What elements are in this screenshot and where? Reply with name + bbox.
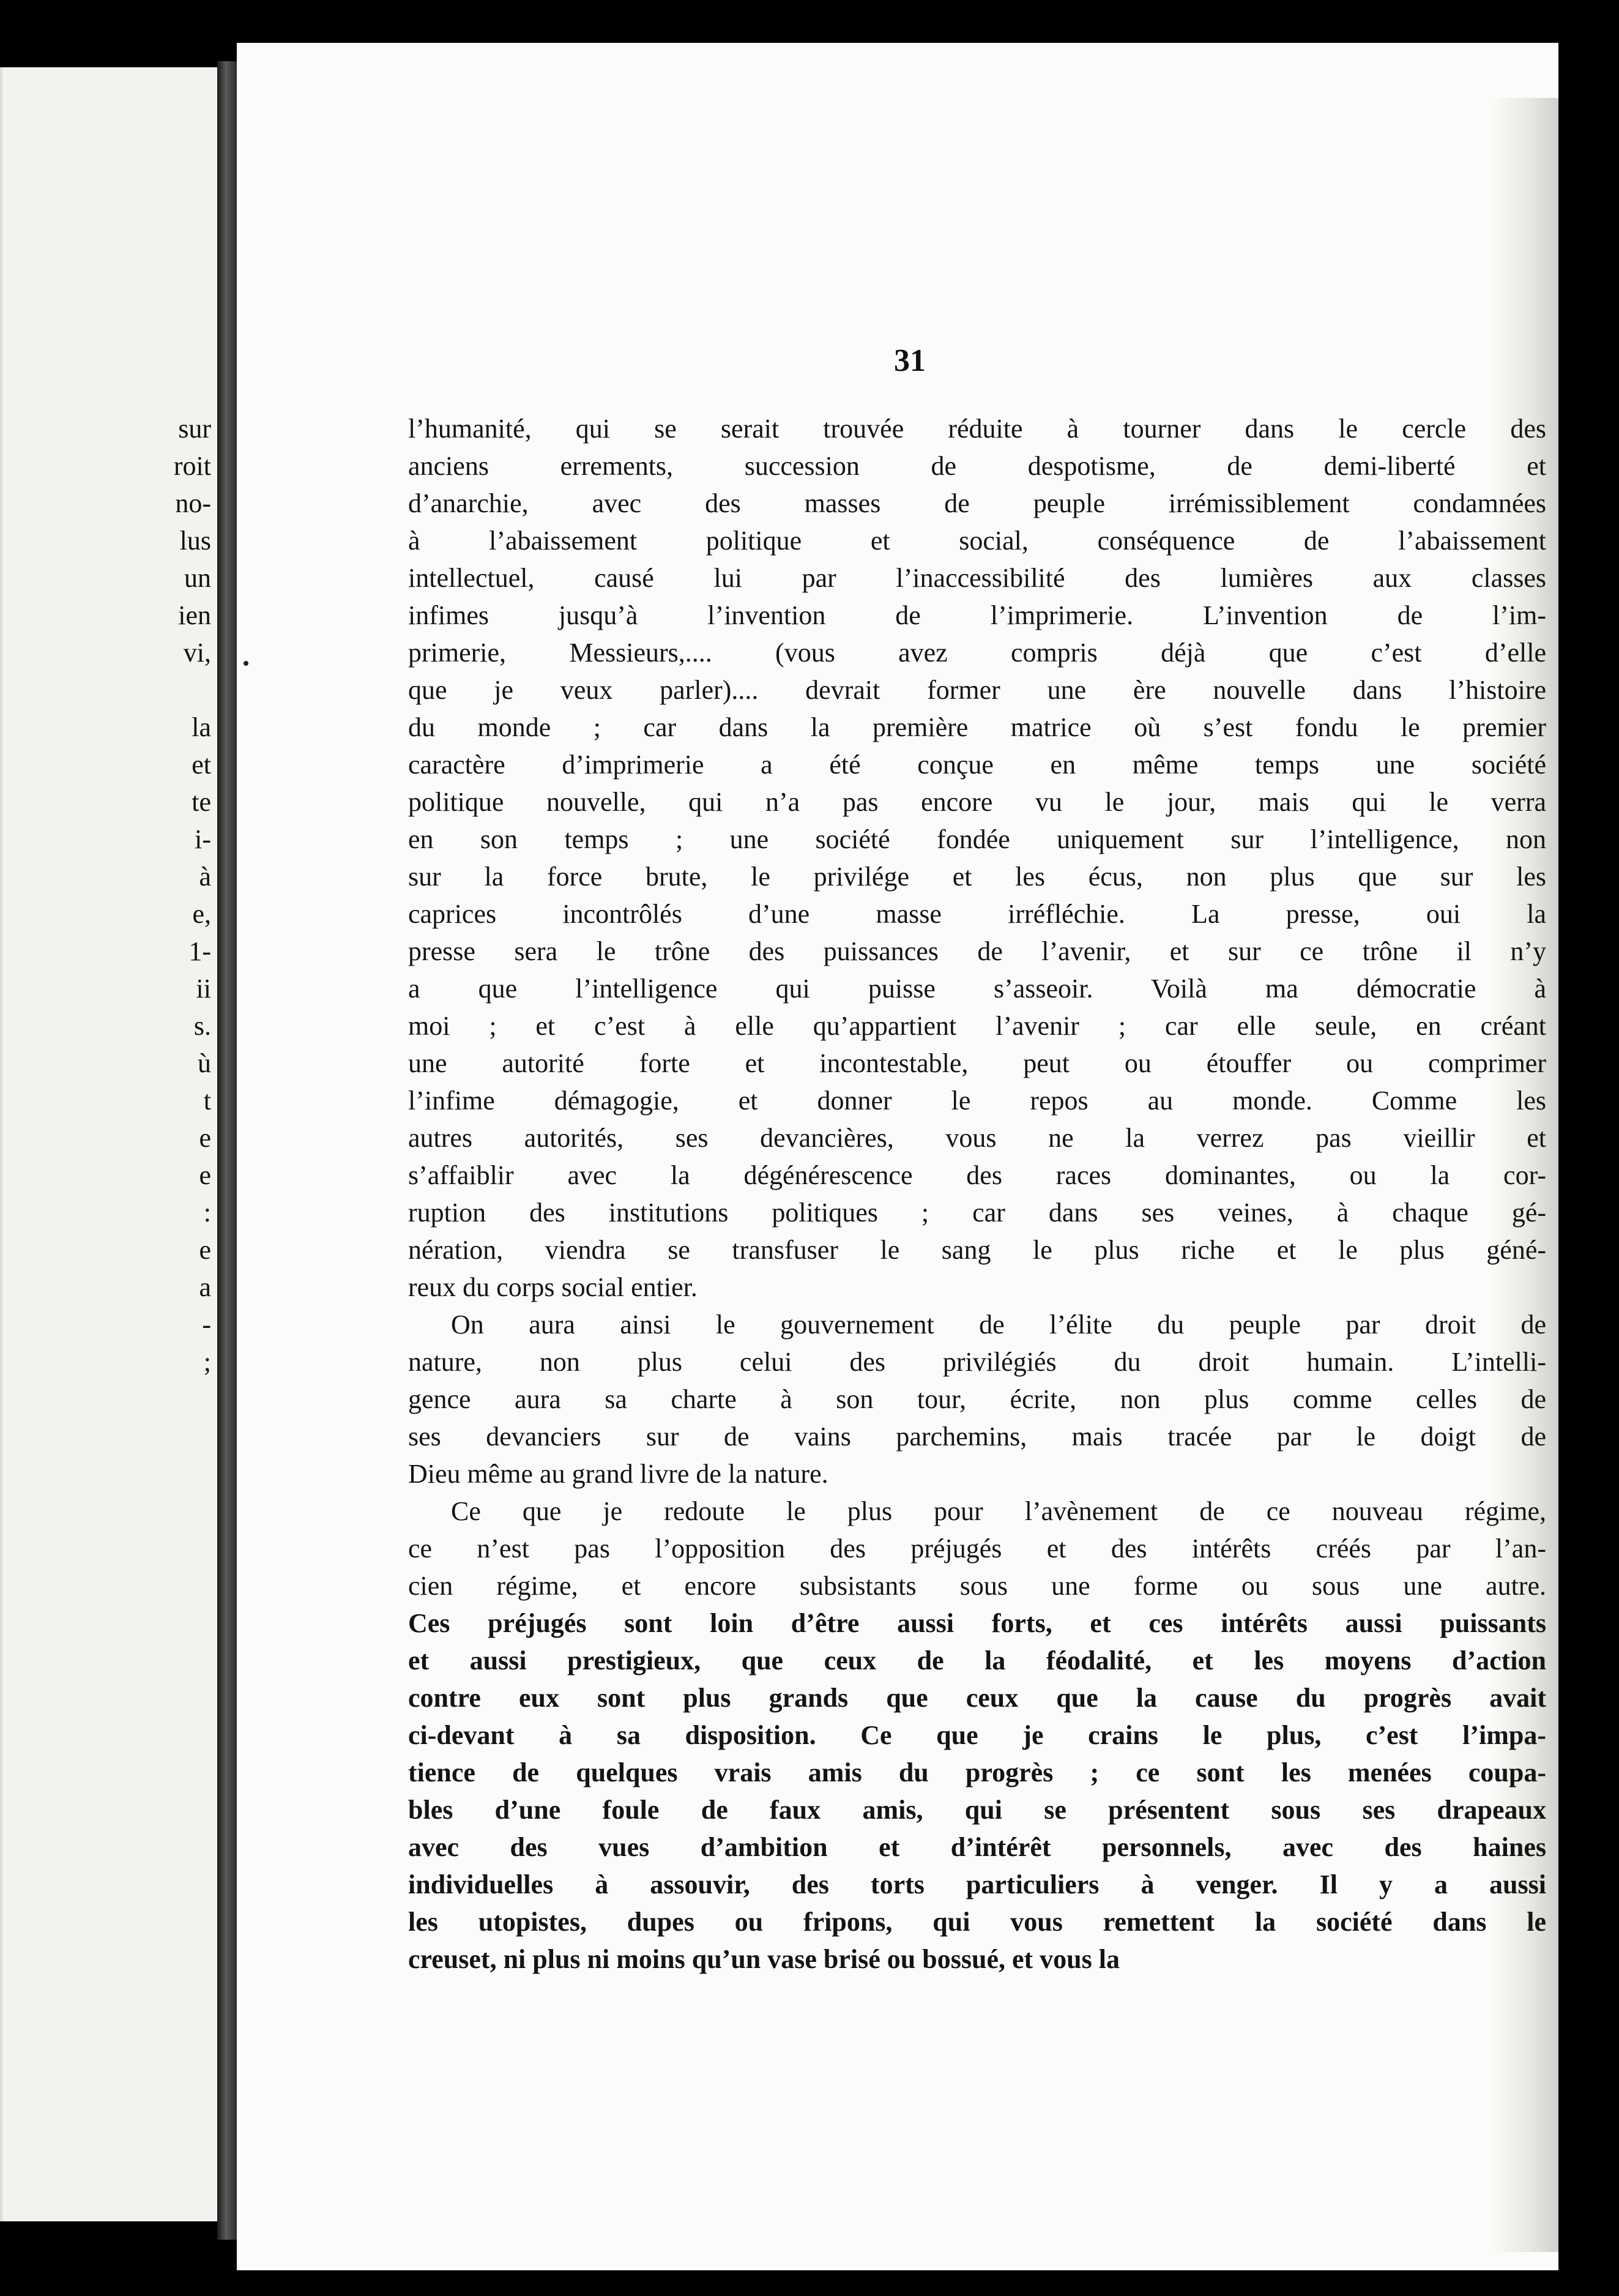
left-facing-page: [0, 67, 217, 2221]
text-line: anciens errements, succession de despotisme, de demi-liberté et: [408, 451, 1546, 481]
text-line: caractère d’imprimerie a été conçue en même temps une société: [408, 750, 1546, 780]
left-page-fragment: t: [203, 1086, 211, 1116]
left-page-fragment: un: [184, 563, 211, 593]
text-line: cien régime, et encore subsistants sous une forme ou sous une autre.: [408, 1571, 1546, 1601]
left-page-fragment: ù: [198, 1048, 211, 1078]
main-page: [237, 43, 1558, 2270]
text-line: ruption des institutions politiques ; car dans ses veines, à chaque gé-: [408, 1198, 1546, 1228]
text-line: en son temps ; une société fondée uniquement sur l’intelligence, non: [408, 824, 1546, 854]
text-line: les utopistes, dupes ou fripons, qui vous remettent la société dans le: [408, 1907, 1546, 1937]
text-line: Ce que je redoute le plus pour l’avènement de ce nouveau régime,: [451, 1496, 1546, 1526]
text-line: moi ; et c’est à elle qu’appartient l’avenir ; car elle seule, en créant: [408, 1011, 1546, 1041]
left-page-text-fragments: [174, 410, 211, 1381]
left-page-fragment: la: [192, 712, 211, 742]
left-page-fragment: ien: [178, 600, 211, 630]
left-page-fragment: :: [203, 1198, 211, 1228]
paragraph: [408, 1306, 1546, 1493]
text-line: à l’abaissement politique et social, conséquence de l’abaissement: [408, 526, 1546, 556]
left-page-fragment: à: [199, 862, 211, 892]
text-line: a que l’intelligence qui puisse s’asseoir. Voilà ma démocratie à: [408, 974, 1546, 1004]
left-page-fragment: [174, 671, 211, 709]
left-page-fragment: i-: [195, 824, 211, 854]
text-line: bles d’une foule de faux amis, qui se présentent sous ses drapeaux: [408, 1795, 1546, 1825]
text-line: avec des vues d’ambition et d’intérêt personnels, avec des haines: [408, 1832, 1546, 1862]
text-line: l’infime démagogie, et donner le repos au monde. Comme les: [408, 1086, 1546, 1116]
left-page-fragment: e,: [192, 899, 211, 929]
book-spine: [217, 61, 237, 2240]
left-page-fragment: a: [199, 1272, 211, 1302]
text-line: infimes jusqu’à l’invention de l’imprimerie. L’invention de l’im-: [408, 600, 1546, 630]
text-line: que je veux parler).... devrait former une ère nouvelle dans l’histoire: [408, 675, 1546, 705]
body-text: [408, 410, 1546, 1978]
left-page-fragment: et: [192, 750, 211, 780]
left-page-fragment: s.: [193, 1011, 211, 1041]
text-line: tience de quelques vrais amis du progrès ; ce sont les menées coupa-: [408, 1757, 1546, 1787]
page-number: 31: [894, 343, 926, 378]
page-edge: [0, 67, 2, 2221]
text-line: ci-devant à sa disposition. Ce que je crains le plus, c’est l’impa-: [408, 1720, 1546, 1750]
text-line: politique nouvelle, qui n’a pas encore vu le jour, mais qui le verra: [408, 787, 1546, 817]
text-line: nature, non plus celui des privilégiés du droit humain. L’intelli-: [408, 1347, 1546, 1377]
text-line: et aussi prestigieux, que ceux de la féodalité, et les moyens d’action: [408, 1646, 1546, 1675]
text-line: sur la force brute, le privilége et les écus, non plus que sur les: [408, 862, 1546, 892]
left-page-fragment: te: [192, 787, 211, 817]
text-line: nération, viendra se transfuser le sang le plus riche et le plus géné-: [408, 1235, 1546, 1265]
left-page-fragment: ;: [203, 1347, 211, 1377]
text-line: l’humanité, qui se serait trouvée réduite à tourner dans le cercle des: [408, 414, 1546, 444]
text-line: ses devanciers sur de vains parchemins, mais tracée par le doigt de: [408, 1422, 1546, 1452]
left-page-fragment: vi,: [183, 638, 211, 668]
text-line: une autorité forte et incontestable, peut ou étouffer ou comprimer: [408, 1048, 1546, 1078]
text-line: creuset, ni plus ni moins qu’un vase brisé ou bossué, et vous la: [408, 1944, 1120, 1974]
left-page-fragment: e: [199, 1160, 211, 1190]
left-page-fragment: roit: [173, 451, 211, 481]
text-line: du monde ; car dans la première matrice où s’est fondu le premier: [408, 712, 1546, 742]
text-line: On aura ainsi le gouvernement de l’élite du peuple par droit de: [451, 1310, 1546, 1340]
left-page-fragment: no-: [175, 488, 211, 518]
left-page-fragment: sur: [178, 414, 211, 444]
text-line: Dieu même au grand livre de la nature.: [408, 1459, 828, 1489]
text-line: Ces préjugés sont loin d’être aussi forts, et ces intérêts aussi puissants: [408, 1608, 1546, 1638]
scan-speck: [244, 661, 248, 666]
text-line: contre eux sont plus grands que ceux que la cause du progrès avait: [408, 1683, 1546, 1713]
left-page-fragment: ii: [196, 974, 211, 1004]
text-line: intellectuel, causé lui par l’inaccessibilité des lumières aux classes: [408, 563, 1546, 593]
text-line: individuelles à assouvir, des torts particuliers à venger. Il y a aussi: [408, 1869, 1546, 1899]
left-page-fragment: lus: [179, 526, 211, 556]
text-line: s’affaiblir avec la dégénérescence des races dominantes, ou la cor-: [408, 1160, 1546, 1190]
left-page-fragment: -: [202, 1310, 211, 1340]
text-line: ce n’est pas l’opposition des préjugés et des intérêts créés par l’an-: [408, 1534, 1546, 1564]
left-page-fragment: e: [199, 1123, 211, 1153]
text-line: caprices incontrôlés d’une masse irréfléchie. La presse, oui la: [408, 899, 1546, 929]
text-line: presse sera le trône des puissances de l’avenir, et sur ce trône il n’y: [408, 936, 1546, 966]
left-page-fragment: 1-: [188, 936, 211, 966]
text-line: autres autorités, ses devancières, vous ne la verrez pas vieillir et: [408, 1123, 1546, 1153]
text-line: d’anarchie, avec des masses de peuple irrémissiblement condamnées: [408, 488, 1546, 518]
text-line: gence aura sa charte à son tour, écrite, non plus comme celles de: [408, 1384, 1546, 1414]
paragraph: [408, 1493, 1546, 1978]
paragraph: [408, 410, 1546, 1306]
text-line: primerie, Messieurs,.... (vous avez compris déjà que c’est d’elle: [408, 638, 1546, 668]
left-page-fragment: e: [199, 1235, 211, 1265]
text-line: reux du corps social entier.: [408, 1272, 698, 1302]
